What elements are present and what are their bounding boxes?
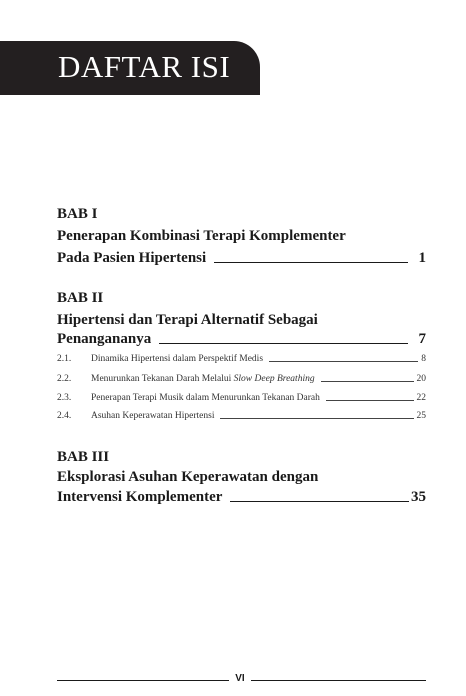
footer-rule-right — [251, 680, 426, 681]
chapter-3-number: BAB III — [57, 449, 110, 465]
section-2-3[interactable] — [57, 393, 426, 403]
dot-leader — [230, 501, 409, 502]
section-title: Asuhan Keperawatan Hipertensi — [91, 411, 215, 421]
section-number: 2.2. — [57, 374, 72, 384]
section-number: 2.3. — [57, 393, 72, 403]
chapter-3-title-text: Eksplorasi Asuhan Keperawatan dengan — [57, 469, 319, 485]
chapter-2-title-line2: Penangananya — [57, 331, 152, 347]
chapter-2-page: 7 — [418, 331, 426, 347]
section-page: 22 — [416, 393, 426, 403]
dot-leader — [220, 418, 413, 419]
dot-leader — [159, 343, 408, 344]
section-title-italic: Slow Deep Breathing — [233, 374, 315, 384]
section-number: 2.1. — [57, 354, 72, 364]
section-title: Penerapan Terapi Musik dalam Menurunkan Tekanan Darah — [91, 393, 320, 403]
dot-leader — [326, 400, 414, 401]
footer-rule-left — [57, 680, 229, 681]
chapter-3-entry[interactable] — [57, 489, 426, 506]
chapter-1-number: BAB I — [57, 206, 98, 222]
chapter-1-entry[interactable] — [57, 250, 426, 267]
chapter-1-title-text: Penerapan Kombinasi Terapi Komplementer — [57, 228, 346, 244]
chapter-1-title-line2: Pada Pasien Hipertensi — [57, 250, 207, 266]
section-page: 8 — [421, 354, 426, 364]
page-title: DAFTAR ISI — [58, 49, 231, 84]
chapter-3-title-line1 — [57, 469, 426, 486]
chapter-1-page: 1 — [418, 250, 426, 266]
chapter-2-number: BAB II — [57, 290, 104, 306]
section-2-1[interactable] — [57, 354, 426, 364]
dot-leader — [214, 262, 408, 263]
chapter-2-entry[interactable] — [57, 331, 426, 348]
dot-leader — [269, 361, 418, 362]
chapter-3-page: 35 — [411, 489, 426, 505]
section-page: 25 — [416, 411, 426, 421]
section-page: 20 — [416, 374, 426, 384]
dot-leader — [321, 381, 414, 382]
section-title-regular: Menurunkan Tekanan Darah Melalui — [91, 374, 232, 384]
section-title — [91, 374, 315, 384]
section-2-4[interactable] — [57, 411, 426, 421]
chapter-1-title-line1 — [57, 228, 426, 245]
chapter-2-title-text: Hipertensi dan Terapi Alternatif Sebagai — [57, 312, 318, 328]
section-2-2[interactable] — [57, 374, 426, 384]
footer-page-number: VI — [235, 673, 245, 684]
chapter-3-title-line2: Intervensi Komplementer — [57, 489, 223, 505]
chapter-2-title-line1 — [57, 312, 426, 329]
section-number: 2.4. — [57, 411, 72, 421]
section-title: Dinamika Hipertensi dalam Perspektif Medis — [91, 354, 264, 364]
